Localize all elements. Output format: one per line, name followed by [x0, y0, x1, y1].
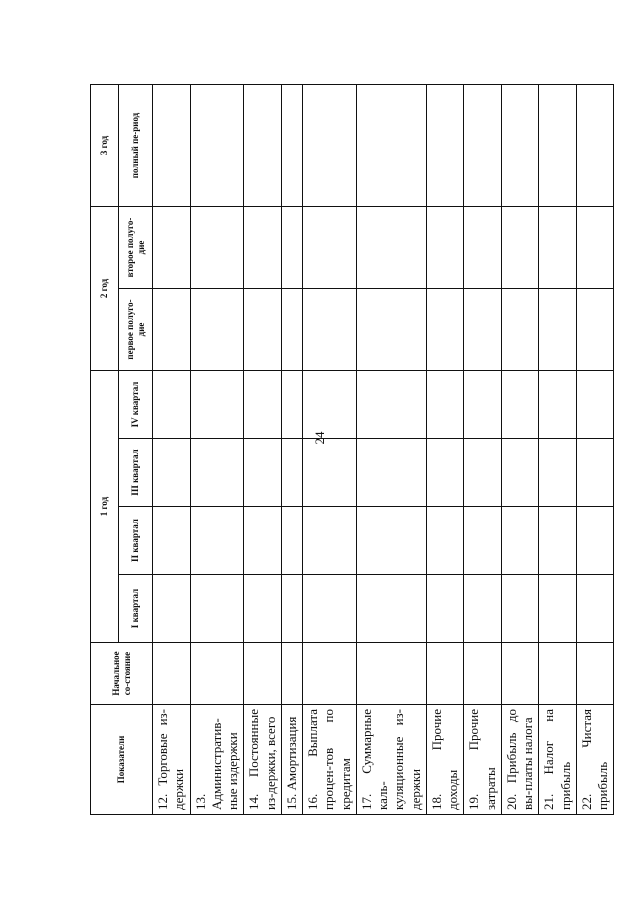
empty-cell [244, 439, 282, 507]
empty-cell [281, 507, 302, 575]
empty-cell [501, 370, 539, 438]
header-q4: IV квартал [119, 370, 153, 438]
row-label: 16. Выплата процен-тов по кредитам [303, 705, 357, 815]
empty-cell [303, 84, 357, 206]
empty-cell [153, 507, 191, 575]
header-q3: III квартал [119, 439, 153, 507]
table-body [153, 84, 614, 814]
empty-cell [356, 206, 426, 288]
empty-cell [303, 370, 357, 438]
empty-cell [539, 84, 577, 206]
empty-cell [501, 575, 539, 643]
empty-cell [356, 370, 426, 438]
table-row [303, 84, 357, 814]
empty-cell [190, 575, 244, 643]
empty-cell [501, 288, 539, 370]
empty-cell [501, 643, 539, 705]
empty-cell [281, 643, 302, 705]
empty-cell [576, 643, 614, 705]
empty-cell [190, 288, 244, 370]
table-row [356, 84, 426, 814]
header-q1: I квартал [119, 575, 153, 643]
empty-cell [356, 575, 426, 643]
empty-cell [464, 507, 502, 575]
row-label: 12. Торговые из-держки [153, 705, 191, 815]
empty-cell [426, 439, 464, 507]
table-row [153, 84, 191, 814]
header-half-2: второе полуго-дие [119, 206, 153, 288]
empty-cell [539, 370, 577, 438]
empty-cell [153, 206, 191, 288]
empty-cell [153, 643, 191, 705]
empty-cell [356, 643, 426, 705]
row-label: 14. Постоянные из-держки, всего [244, 705, 282, 815]
empty-cell [281, 370, 302, 438]
header-year-1: 1 год [91, 370, 119, 642]
table-row [426, 84, 464, 814]
empty-cell [501, 84, 539, 206]
header-initial-state: Начальное со-стояние [91, 643, 153, 705]
empty-cell [190, 206, 244, 288]
empty-cell [501, 507, 539, 575]
empty-cell [464, 84, 502, 206]
empty-cell [356, 439, 426, 507]
table-row [281, 84, 302, 814]
empty-cell [426, 370, 464, 438]
empty-cell [244, 84, 282, 206]
header-full-period: полный пе-риод [119, 84, 153, 206]
empty-cell [281, 439, 302, 507]
row-label: 19. Прочие затраты [464, 705, 502, 815]
empty-cell [576, 206, 614, 288]
empty-cell [356, 507, 426, 575]
empty-cell [244, 370, 282, 438]
empty-cell [356, 84, 426, 206]
row-label: 22. Чистая прибыль [576, 705, 614, 815]
table-row [576, 84, 614, 814]
empty-cell [153, 439, 191, 507]
page-number: 24 [312, 431, 327, 445]
empty-cell [539, 206, 577, 288]
row-label: 15. Амортизация [281, 705, 302, 815]
empty-cell [464, 575, 502, 643]
table-row [464, 84, 502, 814]
row-label: 17. Суммарные каль-куляционные из-держки [356, 705, 426, 815]
table-row [539, 84, 577, 814]
empty-cell [539, 439, 577, 507]
empty-cell [153, 370, 191, 438]
empty-cell [190, 643, 244, 705]
empty-cell [426, 507, 464, 575]
empty-cell [303, 439, 357, 507]
empty-cell [281, 206, 302, 288]
empty-cell [501, 206, 539, 288]
empty-cell [244, 575, 282, 643]
table-row [190, 84, 244, 814]
empty-cell [464, 439, 502, 507]
empty-cell [501, 439, 539, 507]
empty-cell [190, 507, 244, 575]
empty-cell [464, 370, 502, 438]
empty-cell [244, 206, 282, 288]
empty-cell [539, 288, 577, 370]
empty-cell [426, 84, 464, 206]
empty-cell [153, 575, 191, 643]
header-q2: II квартал [119, 507, 153, 575]
empty-cell [244, 288, 282, 370]
empty-cell [153, 288, 191, 370]
empty-cell [539, 643, 577, 705]
indicators-table [90, 84, 614, 815]
empty-cell [426, 575, 464, 643]
empty-cell [303, 206, 357, 288]
header-indicators: Показатели [91, 705, 153, 815]
table-row [501, 84, 539, 814]
empty-cell [303, 575, 357, 643]
empty-cell [153, 84, 191, 206]
empty-cell [576, 288, 614, 370]
empty-cell [190, 84, 244, 206]
empty-cell [539, 507, 577, 575]
empty-cell [244, 507, 282, 575]
empty-cell [281, 288, 302, 370]
empty-cell [190, 439, 244, 507]
empty-cell [426, 288, 464, 370]
rotated-table-container [90, 85, 610, 815]
empty-cell [576, 84, 614, 206]
empty-cell [426, 643, 464, 705]
empty-cell [303, 288, 357, 370]
row-label: 21. Налог на прибыль [539, 705, 577, 815]
empty-cell [281, 575, 302, 643]
empty-cell [190, 370, 244, 438]
empty-cell [576, 507, 614, 575]
empty-cell [464, 643, 502, 705]
header-year-2: 2 год [91, 206, 119, 370]
empty-cell [576, 370, 614, 438]
empty-cell [576, 575, 614, 643]
header-year-3: 3 год [91, 84, 119, 206]
empty-cell [464, 288, 502, 370]
empty-cell [539, 575, 577, 643]
row-label: 13. Административ-ные издержки [190, 705, 244, 815]
row-label: 18. Прочие доходы [426, 705, 464, 815]
empty-cell [464, 206, 502, 288]
row-label: 20. Прибыль до вы-платы налога [501, 705, 539, 815]
empty-cell [281, 84, 302, 206]
empty-cell [576, 439, 614, 507]
empty-cell [426, 206, 464, 288]
empty-cell [303, 507, 357, 575]
empty-cell [244, 643, 282, 705]
table-row [244, 84, 282, 814]
empty-cell [356, 288, 426, 370]
header-half-1: первое полуго-дие [119, 288, 153, 370]
empty-cell [303, 643, 357, 705]
